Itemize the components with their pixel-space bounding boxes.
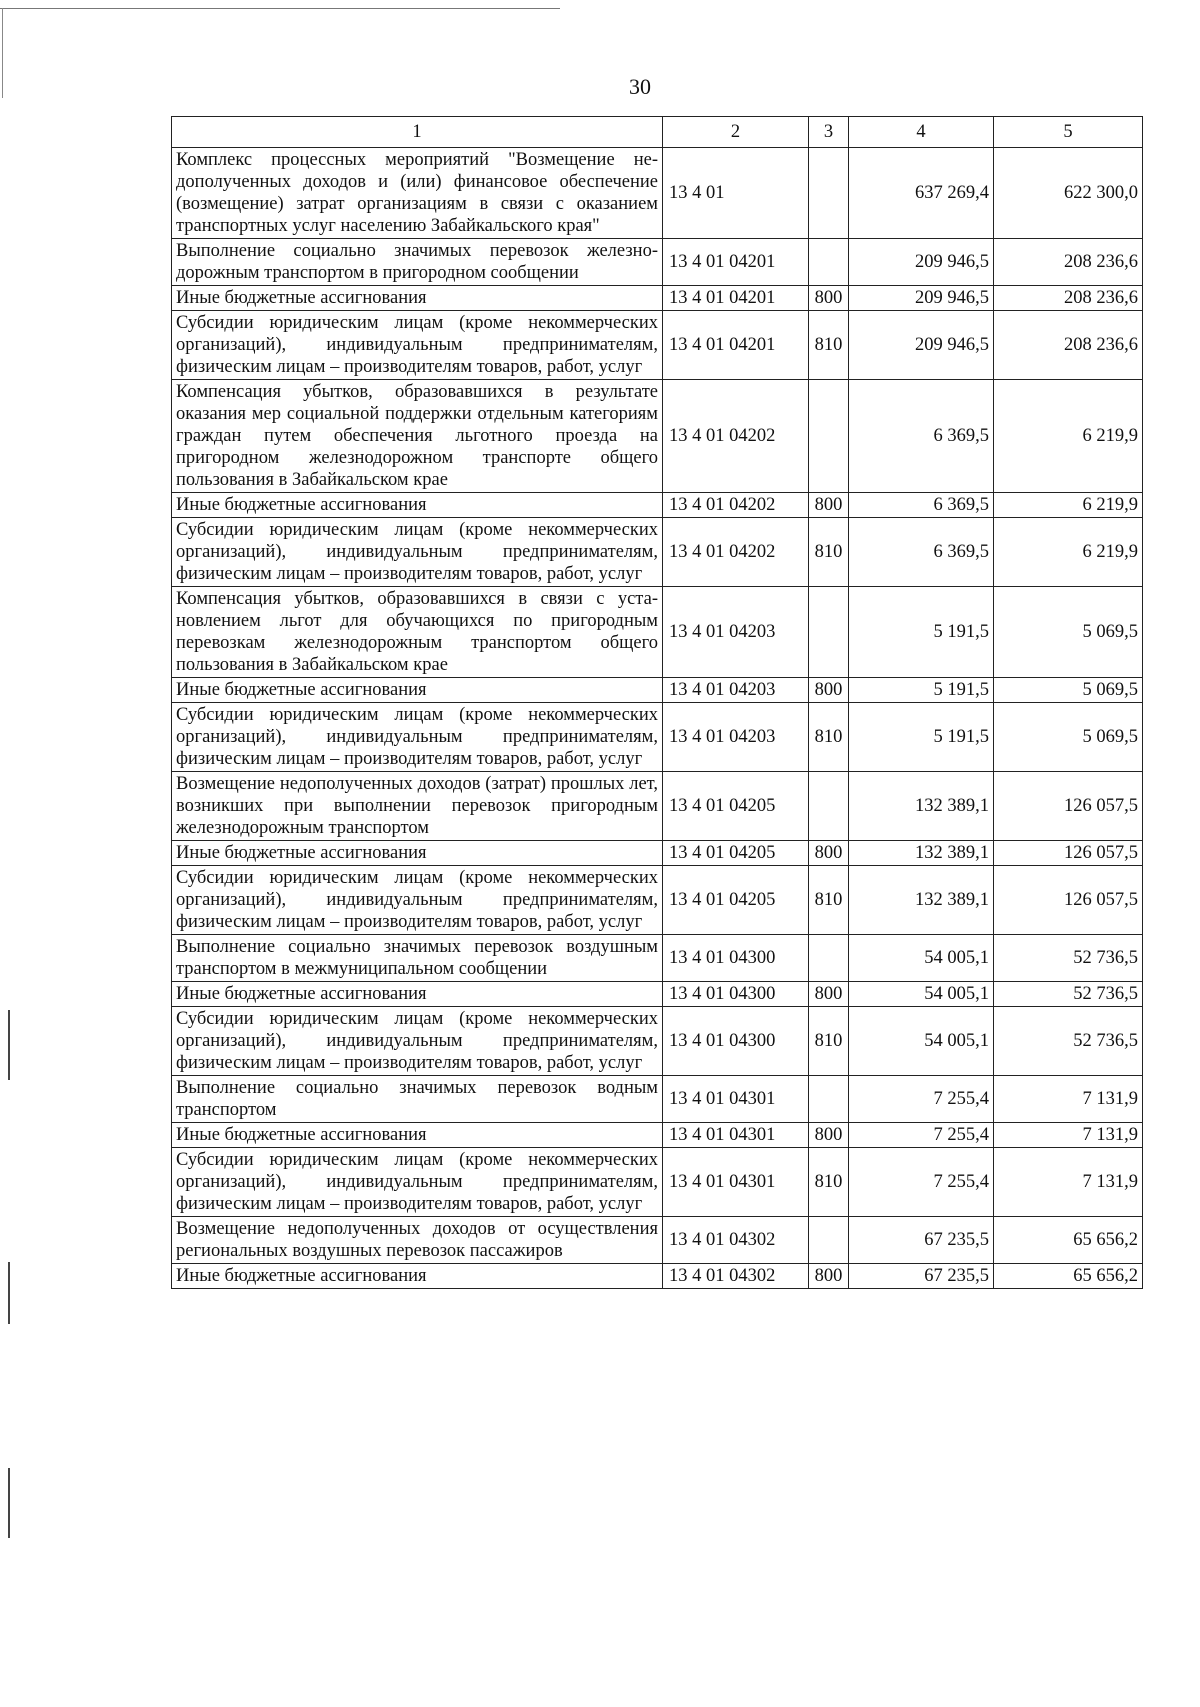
row-amount-col4: 132 389,1 [849,866,994,935]
row-expense-type: 810 [809,1148,849,1217]
row-description: Субсидии юридическим лицам (кроме некоммерческих организаций), индивидуальным предпринимателям, физическим лицам – производителям товаров, работ, услуг [172,1148,663,1217]
row-target-code: 13 4 01 04301 [663,1148,809,1217]
row-expense-type: 810 [809,518,849,587]
row-description: Комплекс процессных мероприятий "Возмещение недополученных доходов и (или) финансовое обеспечение (возмещение) затрат организациям в связи с оказанием транспортных услуг населению Забайкальского края" [172,148,663,239]
table-header-row [172,117,1143,148]
row-expense-type [809,148,849,239]
row-expense-type: 800 [809,286,849,311]
row-expense-type [809,1217,849,1264]
row-amount-col5: 7 131,9 [994,1076,1143,1123]
row-amount-col4: 209 946,5 [849,239,994,286]
table-row [172,148,1143,239]
row-target-code: 13 4 01 04300 [663,982,809,1007]
column-header: 2 [663,117,809,148]
row-expense-type [809,380,849,493]
table-row [172,380,1143,493]
table-row [172,935,1143,982]
row-amount-col5: 126 057,5 [994,772,1143,841]
row-expense-type: 810 [809,311,849,380]
row-amount-col5: 52 736,5 [994,982,1143,1007]
row-description: Иные бюджетные ассигнования [172,982,663,1007]
row-expense-type: 800 [809,1123,849,1148]
row-amount-col4: 209 946,5 [849,311,994,380]
row-amount-col5: 52 736,5 [994,935,1143,982]
margin-mark [8,1010,10,1080]
row-amount-col5: 65 656,2 [994,1264,1143,1289]
table-row [172,1148,1143,1217]
table-row [172,866,1143,935]
row-target-code: 13 4 01 04203 [663,678,809,703]
table-row [172,982,1143,1007]
row-expense-type [809,772,849,841]
table-row [172,1123,1143,1148]
row-amount-col4: 7 255,4 [849,1076,994,1123]
row-description: Возмещение недополученных доходов от осуществления региональных воздушных перевозок пассажиров [172,1217,663,1264]
row-target-code: 13 4 01 04301 [663,1123,809,1148]
row-amount-col5: 5 069,5 [994,587,1143,678]
row-target-code: 13 4 01 04201 [663,239,809,286]
column-header: 5 [994,117,1143,148]
row-amount-col4: 209 946,5 [849,286,994,311]
row-target-code: 13 4 01 04300 [663,1007,809,1076]
row-amount-col4: 7 255,4 [849,1123,994,1148]
row-target-code: 13 4 01 04302 [663,1217,809,1264]
column-header: 3 [809,117,849,148]
table-row [172,841,1143,866]
row-expense-type: 800 [809,982,849,1007]
row-amount-col4: 7 255,4 [849,1148,994,1217]
row-target-code: 13 4 01 04203 [663,587,809,678]
row-amount-col4: 54 005,1 [849,1007,994,1076]
row-description: Субсидии юридическим лицам (кроме некоммерческих организаций), индивидуальным предпринимателям, физическим лицам – производителям товаров, работ, услуг [172,1007,663,1076]
row-expense-type [809,239,849,286]
row-description: Компенсация убытков, образовавшихся в результате оказания мер социальной поддержки отдельным категориям граждан путем обеспечения льготного проезда на пригородном железнодорожном транспорте общего пользования в Забайкальском крае [172,380,663,493]
table-row [172,493,1143,518]
row-amount-col4: 5 191,5 [849,587,994,678]
row-target-code: 13 4 01 04201 [663,286,809,311]
row-description: Субсидии юридическим лицам (кроме некоммерческих организаций), индивидуальным предпринимателям, физическим лицам – производителям товаров, работ, услуг [172,866,663,935]
table-row [172,311,1143,380]
table-row [172,1007,1143,1076]
row-expense-type: 810 [809,703,849,772]
row-amount-col5: 5 069,5 [994,678,1143,703]
table-row [172,678,1143,703]
table-row [172,1217,1143,1264]
margin-mark [8,1262,10,1324]
table-row [172,772,1143,841]
column-header: 4 [849,117,994,148]
row-expense-type: 810 [809,866,849,935]
row-amount-col4: 54 005,1 [849,935,994,982]
row-expense-type: 800 [809,493,849,518]
row-description: Компенсация убытков, образовавшихся в связи с установлением льгот для обучающихся по пригородным перевозкам железнодорожным транспортом общего пользования в Забайкальском крае [172,587,663,678]
row-amount-col4: 637 269,4 [849,148,994,239]
table-row [172,286,1143,311]
row-amount-col5: 7 131,9 [994,1123,1143,1148]
row-description: Иные бюджетные ассигнования [172,1264,663,1289]
row-amount-col4: 132 389,1 [849,772,994,841]
table-row [172,1076,1143,1123]
row-target-code: 13 4 01 04301 [663,1076,809,1123]
table-row [172,587,1143,678]
budget-table [171,116,1143,1289]
row-target-code: 13 4 01 04201 [663,311,809,380]
row-description: Выполнение социально значимых перевозок водным транспортом [172,1076,663,1123]
row-expense-type [809,587,849,678]
row-description: Возмещение недополученных доходов (затрат) прошлых лет, возникших при выполнении перевозок пригородным железнодорожным транспортом [172,772,663,841]
row-description: Иные бюджетные ассигнования [172,286,663,311]
table-row [172,239,1143,286]
row-description: Выполнение социально значимых перевозок железнодорожным транспортом в пригородном сообщении [172,239,663,286]
row-target-code: 13 4 01 04202 [663,518,809,587]
row-amount-col4: 132 389,1 [849,841,994,866]
row-amount-col5: 208 236,6 [994,239,1143,286]
row-target-code: 13 4 01 04205 [663,772,809,841]
table-row [172,703,1143,772]
row-target-code: 13 4 01 [663,148,809,239]
page-number: 30 [629,74,651,99]
row-amount-col5: 65 656,2 [994,1217,1143,1264]
row-amount-col5: 208 236,6 [994,286,1143,311]
row-amount-col5: 6 219,9 [994,493,1143,518]
row-target-code: 13 4 01 04205 [663,841,809,866]
row-amount-col5: 52 736,5 [994,1007,1143,1076]
row-expense-type [809,935,849,982]
row-description: Субсидии юридическим лицам (кроме некоммерческих организаций), индивидуальным предпринимателям, физическим лицам – производителям товаров, работ, услуг [172,311,663,380]
row-amount-col4: 67 235,5 [849,1217,994,1264]
row-target-code: 13 4 01 04202 [663,493,809,518]
row-target-code: 13 4 01 04302 [663,1264,809,1289]
row-target-code: 13 4 01 04203 [663,703,809,772]
row-description: Иные бюджетные ассигнования [172,841,663,866]
row-expense-type: 810 [809,1007,849,1076]
row-amount-col5: 126 057,5 [994,841,1143,866]
row-amount-col5: 6 219,9 [994,518,1143,587]
row-description: Субсидии юридическим лицам (кроме некоммерческих организаций), индивидуальным предпринимателям, физическим лицам – производителям товаров, работ, услуг [172,518,663,587]
row-expense-type: 800 [809,1264,849,1289]
table-row [172,1264,1143,1289]
row-amount-col4: 54 005,1 [849,982,994,1007]
row-amount-col5: 126 057,5 [994,866,1143,935]
row-expense-type [809,1076,849,1123]
table-row [172,518,1143,587]
row-expense-type: 800 [809,841,849,866]
row-target-code: 13 4 01 04205 [663,866,809,935]
row-amount-col4: 5 191,5 [849,678,994,703]
row-amount-col4: 67 235,5 [849,1264,994,1289]
row-amount-col5: 208 236,6 [994,311,1143,380]
row-amount-col5: 6 219,9 [994,380,1143,493]
row-amount-col4: 6 369,5 [849,493,994,518]
margin-mark [8,1468,10,1538]
row-description: Выполнение социально значимых перевозок воздушным транспортом в межмуниципальном сообщении [172,935,663,982]
row-description: Субсидии юридическим лицам (кроме некоммерческих организаций), индивидуальным предпринимателям, физическим лицам – производителям товаров, работ, услуг [172,703,663,772]
scan-edge-top [0,8,560,9]
row-description: Иные бюджетные ассигнования [172,493,663,518]
row-amount-col4: 6 369,5 [849,380,994,493]
table-body [172,148,1143,1289]
row-description: Иные бюджетные ассигнования [172,678,663,703]
row-amount-col5: 7 131,9 [994,1148,1143,1217]
row-amount-col4: 6 369,5 [849,518,994,587]
row-amount-col5: 5 069,5 [994,703,1143,772]
row-target-code: 13 4 01 04202 [663,380,809,493]
row-amount-col5: 622 300,0 [994,148,1143,239]
column-header: 1 [172,117,663,148]
row-amount-col4: 5 191,5 [849,703,994,772]
row-description: Иные бюджетные ассигнования [172,1123,663,1148]
row-target-code: 13 4 01 04300 [663,935,809,982]
row-expense-type: 800 [809,678,849,703]
